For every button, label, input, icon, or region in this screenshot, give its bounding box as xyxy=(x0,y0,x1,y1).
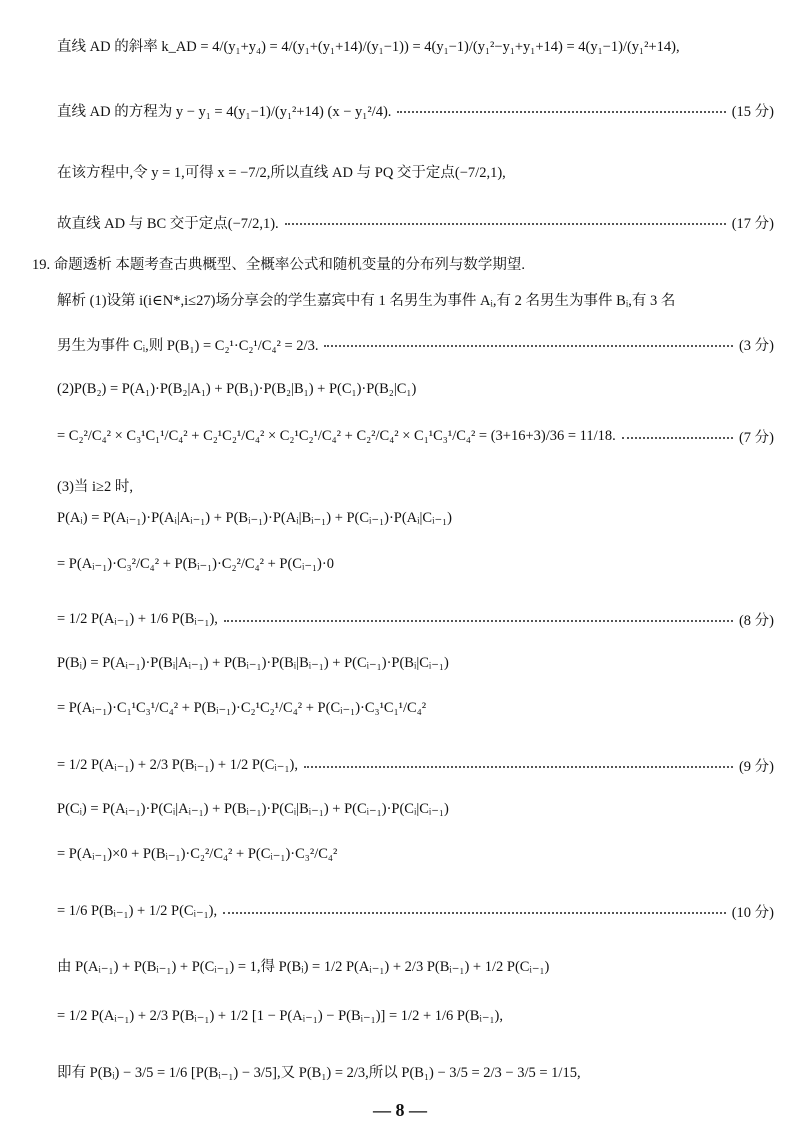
pb-simplified: = 1/2 P(Aᵢ₋₁) + 2/3 P(Bᵢ₋₁) + 1/2 [1 − P(Aᵢ₋₁) − P(Bᵢ₋₁)] = 1/2 + 1/6 P(Bᵢ₋₁), xyxy=(57,1007,504,1024)
part1-result xyxy=(57,325,774,363)
leader-dots xyxy=(223,912,726,914)
pa-expansion: = P(Aᵢ₋₁)·C₃²/C₄² + P(Bᵢ₋₁)·C₂²/C₄² + P(Cᵢ₋₁)·0 xyxy=(57,555,334,572)
pa-formula: P(Aᵢ) = P(Aᵢ₋₁)·P(Aᵢ|Aᵢ₋₁) + P(Bᵢ₋₁)·P(Aᵢ|Bᵢ₋₁) + P(Cᵢ₋₁)·P(Aᵢ|Cᵢ₋₁) xyxy=(57,509,453,526)
pc-expansion: = P(Aᵢ₋₁)×0 + P(Bᵢ₋₁)·C₂²/C₄² + P(Cᵢ₋₁)·C₃²/C₄² xyxy=(57,845,338,862)
slope-line: 直线 AD 的斜率 k_AD = 4/(y₁+y₄) = 4/(y₁+(y₁+14)/(y₁−1)) = 4(y₁−1)/(y₁²−y₁+y₁+14) = 4(y₁−1)/(y₁²+14), xyxy=(57,38,680,55)
leader-dots xyxy=(304,766,733,768)
part2-calculation xyxy=(57,414,774,458)
leader-dots xyxy=(622,437,733,439)
sum-relation: 由 P(Aᵢ₋₁) + P(Bᵢ₋₁) + P(Cᵢ₋₁) = 1,得 P(Bᵢ) = 1/2 P(Aᵢ₋₁) + 2/3 P(Bᵢ₋₁) + 1/2 P(Cᵢ₋₁) xyxy=(57,958,550,975)
part2-formula: (2)P(B₂) = P(A₁)·P(B₂|A₁) + P(B₁)·P(B₂|B₁) + P(C₁)·P(B₂|C₁) xyxy=(57,380,417,397)
question-analysis-heading: 19. 命题透析 本题考查古典概型、全概率公式和随机变量的分布列与数学期望. xyxy=(32,256,525,273)
pb-result xyxy=(57,744,774,786)
leader-dots xyxy=(397,111,725,113)
pa-result-text: = 1/2 P(Aᵢ₋₁) + 1/6 P(Bᵢ₋₁), xyxy=(57,610,218,627)
equation-text: 直线 AD 的方程为 y − y₁ = 4(y₁−1)/(y₁²+14) (x − y₁²/4). xyxy=(57,103,392,120)
pa-result xyxy=(57,598,774,640)
page-number: — 8 — xyxy=(373,1100,427,1120)
conclusion-line xyxy=(57,200,774,244)
score: (7 分) xyxy=(738,429,774,446)
pc-formula: P(Cᵢ) = P(Aᵢ₋₁)·P(Cᵢ|Aᵢ₋₁) + P(Bᵢ₋₁)·P(Cᵢ|Bᵢ₋₁) + P(Cᵢ₋₁)·P(Cᵢ|Cᵢ₋₁) xyxy=(57,800,449,817)
leader-dots xyxy=(285,223,726,225)
part1-text: 男生为事件 Cᵢ,则 P(B₁) = C₂¹·C₂¹/C₄² = 2/3. xyxy=(57,337,319,354)
score: (3 分) xyxy=(738,337,774,354)
leader-dots xyxy=(224,620,733,622)
score: (10 分) xyxy=(731,904,774,921)
leader-dots xyxy=(324,345,733,347)
score: (9 分) xyxy=(738,758,774,775)
fixed-point-line: 在该方程中,令 y = 1,可得 x = −7/2,所以直线 AD 与 PQ 交于定点(−7/2,1), xyxy=(57,164,506,181)
conclusion-text: 故直线 AD 与 BC 交于定点(−7/2,1). xyxy=(57,215,279,232)
pb-formula: P(Bᵢ) = P(Aᵢ₋₁)·P(Bᵢ|Aᵢ₋₁) + P(Bᵢ₋₁)·P(Bᵢ|Bᵢ₋₁) + P(Cᵢ₋₁)·P(Bᵢ|Cᵢ₋₁) xyxy=(57,654,449,671)
equation-line xyxy=(57,88,774,132)
part2-text: = C₂²/C₄² × C₃¹C₁¹/C₄² + C₂¹C₂¹/C₄² × C₂¹C₂¹/C₄² + C₂²/C₄² × C₁¹C₃¹/C₄² = (3+16+3)/36 = 11/18. xyxy=(57,427,616,444)
pc-result xyxy=(57,890,774,932)
pb-expansion: = P(Aᵢ₋₁)·C₁¹C₃¹/C₄² + P(Bᵢ₋₁)·C₂¹C₂¹/C₄² + P(Cᵢ₋₁)·C₃¹C₁¹/C₄² xyxy=(57,699,427,716)
recurrence-line: 即有 P(Bᵢ) − 3/5 = 1/6 [P(Bᵢ₋₁) − 3/5],又 P(B₁) = 2/3,所以 P(B₁) − 3/5 = 2/3 − 3/5 = 1/15, xyxy=(57,1064,581,1081)
score: (15 分) xyxy=(731,103,774,120)
score: (17 分) xyxy=(731,215,774,232)
pb-result-text: = 1/2 P(Aᵢ₋₁) + 2/3 P(Bᵢ₋₁) + 1/2 P(Cᵢ₋₁), xyxy=(57,756,298,773)
part3-intro: (3)当 i≥2 时, xyxy=(57,478,134,495)
pc-result-text: = 1/6 P(Bᵢ₋₁) + 1/2 P(Cᵢ₋₁), xyxy=(57,902,218,919)
solution-intro: 解析 (1)设第 i(i∈N*,i≤27)场分享会的学生嘉宾中有 1 名男生为事件 Aᵢ,有 2 名男生为事件 Bᵢ,有 3 名 xyxy=(57,292,676,309)
score: (8 分) xyxy=(738,612,774,629)
